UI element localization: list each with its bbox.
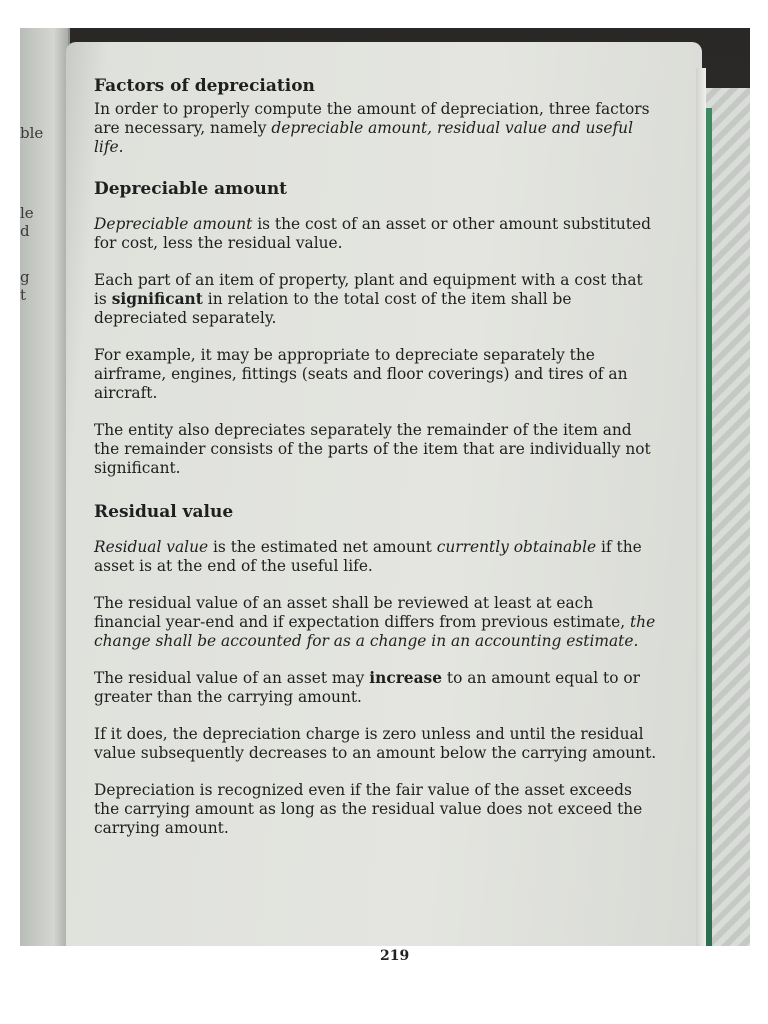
book-page	[66, 42, 702, 964]
para-text: The residual value of an asset shall be reviewed at least at each financial year-end and if expectation differs from previous estimate,	[94, 594, 630, 631]
margin-fragment: le	[20, 204, 34, 222]
para-text: is the estimated net amount	[208, 538, 437, 556]
intro-italic: depreciable amount, residual value and useful life.	[94, 119, 633, 156]
margin-fragment: ble	[20, 124, 44, 142]
term-italic: Residual value	[94, 538, 209, 556]
recognized-paragraph: Depreciation is recognized even if the fair value of the asset exceeds the carrying amount as long as the residual value does not exceed the carrying amount.	[94, 781, 643, 837]
left-page-edge	[20, 28, 70, 946]
example-paragraph: For example, it may be appropriate to depreciate separately the airframe, engines, fittings (seats and floor coverings) and tires of an aircraft.	[94, 346, 628, 402]
para-text: if the asset is at the end of the useful life.	[94, 538, 642, 575]
section-title: Factors of depreciation	[94, 76, 315, 96]
para-text: to an amount equal to or greater than the carrying amount.	[94, 669, 641, 706]
para-text: Each part of an item of property, plant and equipment with a cost that is	[94, 271, 643, 308]
para-text: The residual value of an asset may	[94, 669, 370, 687]
margin-fragment: g	[20, 268, 30, 286]
term-italic: currently obtainable	[436, 538, 597, 556]
intro-paragraph	[94, 100, 659, 157]
definition-text: is the cost of an asset or other amount substituted for cost, less the residual value.	[94, 215, 651, 252]
increase-paragraph	[94, 669, 659, 707]
residual-definition	[94, 538, 659, 576]
margin-fragment: t	[20, 286, 27, 304]
residual-value-heading: Residual value	[94, 502, 234, 522]
page-content	[94, 76, 659, 838]
review-paragraph	[94, 594, 659, 651]
increase-bold: increase	[369, 669, 443, 687]
para-text: in relation to the total cost of the item shall be depreciated separately.	[94, 290, 572, 327]
depreciable-definition	[94, 215, 659, 253]
review-italic: the change shall be accounted for as a change in an accounting estimate.	[94, 613, 656, 650]
margin-fragment: d	[20, 222, 30, 240]
entity-paragraph: The entity also depreciates separately the remainder of the item and the remainder consists of the parts of the item that are individually not significant.	[94, 421, 651, 477]
if-it-does-paragraph: If it does, the depreciation charge is zero unless and until the residual value subsequently decreases to an amount below the carrying amount.	[94, 725, 657, 762]
page-stack-edge	[696, 68, 706, 946]
intro-text: In order to properly compute the amount of depreciation, three factors are necessary, namely	[94, 100, 650, 137]
significant-bold: significant	[111, 290, 203, 308]
page-number: 219	[380, 948, 410, 964]
each-part-paragraph	[94, 271, 659, 328]
photo-frame	[20, 28, 750, 964]
depreciable-amount-heading: Depreciable amount	[94, 179, 288, 199]
term-italic: Depreciable amount	[94, 215, 253, 233]
